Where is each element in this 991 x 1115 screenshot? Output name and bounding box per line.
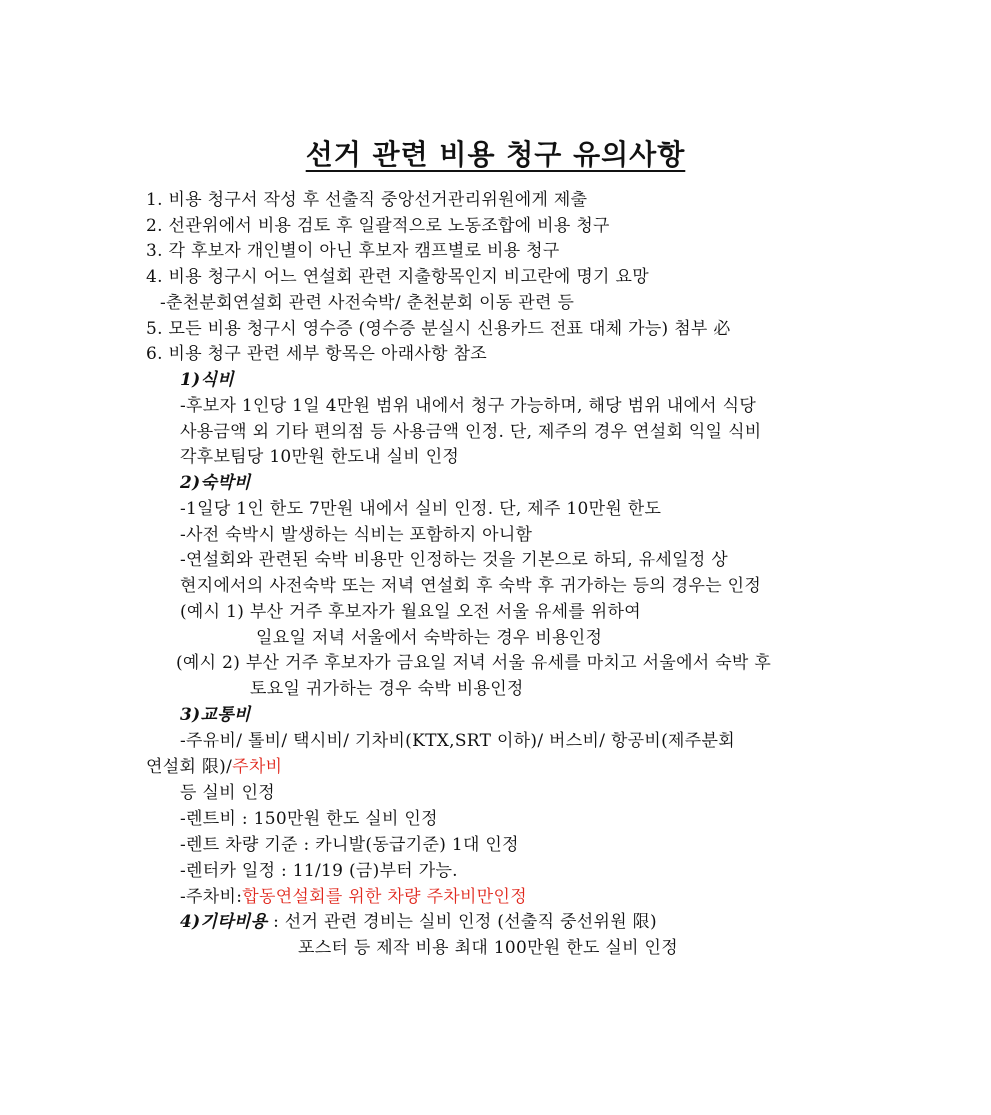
meal-line: 사용금액 외 기타 편의점 등 사용금액 인정. 단, 제주의 경우 연설회 익일 식비	[180, 422, 762, 442]
other-text: : 선거 관련 경비는 실비 인정 (선출직 중선위원 限)	[267, 912, 657, 932]
transport-line: -주유비/ 톨비/ 택시비/ 기차비(KTX,SRT 이하)/ 버스비/ 항공비(제주분회	[180, 731, 735, 751]
meal-line: -후보자 1인당 1일 4만원 범위 내에서 청구 가능하며, 해당 범위 내에서 식당	[180, 396, 757, 416]
page-title: 선거 관련 비용 청구 유의사항	[305, 138, 686, 171]
transport-heading: 3)교통비	[180, 705, 251, 725]
lodging-line: 현지에서의 사전숙박 또는 저녁 연설회 후 숙박 후 귀가하는 등의 경우는 인정	[180, 576, 762, 596]
item-4: 4. 비용 청구시 어느 연설회 관련 지출항목인지 비고란에 명기 요망	[146, 267, 649, 287]
other-heading: 4)기타비용	[180, 912, 268, 932]
parking-line	[180, 886, 527, 908]
lodging-line: -사전 숙박시 발생하는 식비는 포함하지 아니함	[180, 525, 533, 545]
transport-line-2-text: 연설회 限)/	[146, 757, 233, 777]
lodging-line: -연설회와 관련된 숙박 비용만 인정하는 것을 기본으로 하되, 유세일정 상	[180, 550, 729, 570]
lodging-line: -1일당 1인 한도 7만원 내에서 실비 인정. 단, 제주 10만원 한도	[180, 499, 662, 519]
item-2: 2. 선관위에서 비용 검토 후 일괄적으로 노동조합에 비용 청구	[146, 216, 610, 236]
lodging-example-2: (예시 2) 부산 거주 후보자가 금요일 저녁 서울 유세를 마치고 서울에서 숙박 후	[176, 653, 772, 673]
parking-rule-highlight: 합동연설회를 위한 차량 주차비만인정	[242, 887, 527, 907]
lodging-example-2-detail: 토요일 귀가하는 경우 숙박 비용인정	[250, 679, 524, 699]
lodging-heading: 2)숙박비	[180, 473, 251, 493]
item-5: 5. 모든 비용 청구시 영수증 (영수증 분실시 신용카드 전표 대체 가능) 첨부 必	[146, 319, 731, 339]
lodging-example-1: (예시 1) 부산 거주 후보자가 월요일 오전 서울 유세를 위하여	[180, 602, 641, 622]
item-6: 6. 비용 청구 관련 세부 항목은 아래사항 참조	[146, 344, 488, 364]
item-3: 3. 각 후보자 개인별이 아닌 후보자 캠프별로 비용 청구	[146, 241, 560, 261]
item-4-note: -춘천분회연설회 관련 사전숙박/ 춘천분회 이동 관련 등	[160, 293, 575, 313]
transport-line: 등 실비 인정	[180, 783, 276, 803]
lodging-example-1-detail: 일요일 저녁 서울에서 숙박하는 경우 비용인정	[256, 628, 603, 648]
parking-fee-highlight: 주차비	[232, 757, 283, 777]
other-line	[180, 911, 657, 933]
meal-heading: 1)식비	[180, 370, 234, 390]
parking-label: -주차비:	[180, 887, 243, 907]
item-1: 1. 비용 청구서 작성 후 선출직 중앙선거관리위원에게 제출	[146, 190, 588, 210]
rent-line: -렌터카 일정 : 11/19 (금)부터 가능.	[180, 861, 458, 881]
other-line-2: 포스터 등 제작 비용 최대 100만원 한도 실비 인정	[298, 938, 678, 958]
transport-line-2	[146, 756, 282, 778]
rent-line: -렌트비 : 150만원 한도 실비 인정	[180, 809, 438, 829]
rent-line: -렌트 차량 기준 : 카니발(동급기준) 1대 인정	[180, 835, 519, 855]
meal-line: 각후보팀당 10만원 한도내 실비 인정	[180, 447, 460, 467]
